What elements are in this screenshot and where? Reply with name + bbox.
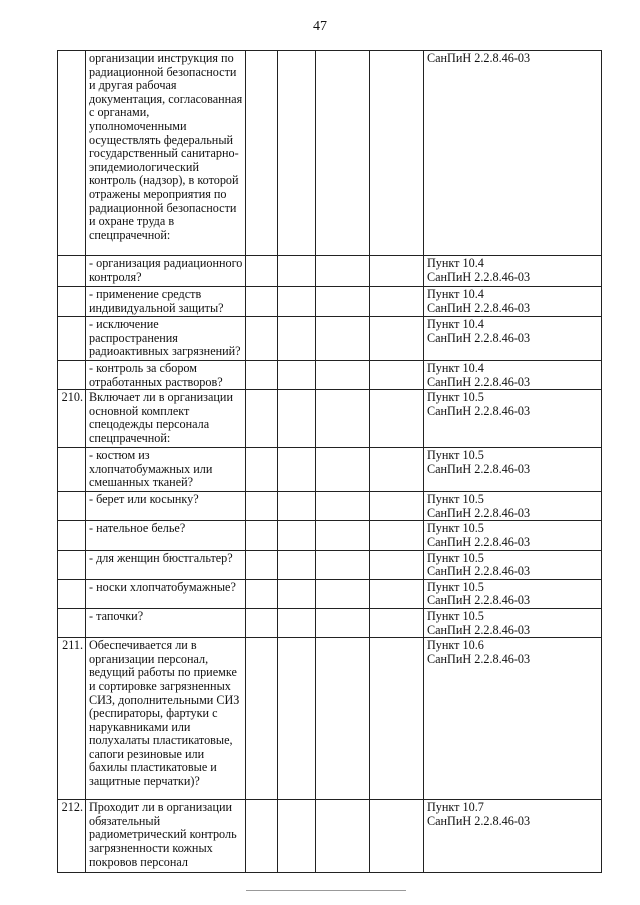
answer-cell[interactable] (316, 287, 370, 317)
reference-document: СанПиН 2.2.8.46-03 (427, 505, 531, 520)
answer-cell[interactable] (370, 287, 424, 317)
reference-clause: СанПиН 2.2.8.46-03 (427, 51, 531, 65)
reference-cell (424, 492, 602, 521)
answer-cell[interactable] (316, 800, 370, 873)
answer-cell[interactable] (278, 390, 316, 448)
answer-cell[interactable] (370, 317, 424, 361)
table-row (58, 492, 602, 521)
answer-cell[interactable] (370, 361, 424, 390)
checklist-table (57, 50, 602, 873)
reference-document: СанПиН 2.2.8.46-03 (427, 374, 531, 389)
answer-cell[interactable] (278, 51, 316, 256)
answer-cell[interactable] (316, 256, 370, 287)
row-number (58, 361, 86, 390)
answer-cell[interactable] (278, 800, 316, 873)
answer-cell[interactable] (246, 608, 278, 637)
row-number (58, 550, 86, 579)
answer-cell[interactable] (278, 448, 316, 492)
table-row (58, 256, 602, 287)
answer-cell[interactable] (316, 521, 370, 550)
reference-clause: Пункт 10.5 (427, 492, 484, 507)
answer-cell[interactable] (278, 492, 316, 521)
answer-cell[interactable] (246, 287, 278, 317)
table-row (58, 608, 602, 637)
reference-clause: Пункт 10.5 (427, 390, 484, 405)
answer-cell[interactable] (316, 492, 370, 521)
reference-clause: Пункт 10.5 (427, 521, 484, 536)
question-cell: - для женщин бюстгальтер? (86, 550, 246, 579)
table-row (58, 579, 602, 608)
answer-cell[interactable] (370, 492, 424, 521)
table-row (58, 51, 602, 256)
question-cell: - носки хлопчатобумажные? (86, 579, 246, 608)
answer-cell[interactable] (316, 579, 370, 608)
question-cell: - контроль за сбором отработанных растворов? (86, 361, 246, 390)
answer-cell[interactable] (370, 800, 424, 873)
page-number: 47 (313, 19, 327, 34)
answer-cell[interactable] (370, 448, 424, 492)
reference-cell (424, 51, 602, 256)
answer-cell[interactable] (246, 550, 278, 579)
answer-cell[interactable] (246, 492, 278, 521)
table-row (58, 317, 602, 361)
row-number: 211. (58, 638, 86, 800)
answer-cell[interactable] (278, 550, 316, 579)
question-cell: - берет или косынку? (86, 492, 246, 521)
table-row (58, 287, 602, 317)
question-cell: - тапочки? (86, 608, 246, 637)
answer-cell[interactable] (370, 51, 424, 256)
reference-clause: Пункт 10.4 (427, 256, 484, 270)
reference-clause: Пункт 10.5 (427, 550, 484, 565)
reference-document: СанПиН 2.2.8.46-03 (427, 564, 531, 579)
row-number (58, 317, 86, 361)
reference-document: СанПиН 2.2.8.46-03 (427, 813, 531, 828)
reference-cell (424, 256, 602, 287)
row-number (58, 521, 86, 550)
answer-cell[interactable] (246, 51, 278, 256)
reference-document: СанПиН 2.2.8.46-03 (427, 651, 531, 666)
table-row (58, 390, 602, 448)
row-number (58, 256, 86, 287)
reference-clause: Пункт 10.4 (427, 287, 484, 301)
reference-cell (424, 317, 602, 361)
answer-cell[interactable] (316, 608, 370, 637)
table-row (58, 448, 602, 492)
reference-clause: Пункт 10.5 (427, 608, 484, 623)
answer-cell[interactable] (246, 448, 278, 492)
reference-document: СанПиН 2.2.8.46-03 (427, 269, 531, 284)
table-row (58, 638, 602, 800)
question-cell: организации инструкция по радиационной безопасности и другая рабочая документация, согласованная с органами, уполномоченными осуществлять федеральный государственный санитарно-эпидемиологический контроль (надзор), в которой отражены мероприятия по радиационной безопасности и охране труда в спецпрачечной: (86, 51, 246, 256)
question-cell: - костюм из хлопчатобумажных или смешанных тканей? (86, 448, 246, 492)
row-number (58, 492, 86, 521)
answer-cell[interactable] (316, 550, 370, 579)
answer-cell[interactable] (370, 608, 424, 637)
reference-document: СанПиН 2.2.8.46-03 (427, 330, 531, 345)
answer-cell[interactable] (316, 638, 370, 800)
question-cell: - исключение распространения радиоактивных загрязнений? (86, 317, 246, 361)
answer-cell[interactable] (246, 579, 278, 608)
answer-cell[interactable] (278, 317, 316, 361)
answer-cell[interactable] (278, 256, 316, 287)
answer-cell[interactable] (316, 361, 370, 390)
row-number (58, 287, 86, 317)
table-row (58, 521, 602, 550)
row-number: 212. (58, 800, 86, 873)
question-cell: - организация радиационного контроля? (86, 256, 246, 287)
question-cell: - применение средств индивидуальной защиты? (86, 287, 246, 317)
row-number (58, 448, 86, 492)
table-row (58, 800, 602, 873)
answer-cell[interactable] (370, 256, 424, 287)
question-cell: Включает ли в организации основной комплект спецодежды персонала спецпрачечной: (86, 390, 246, 448)
row-number (58, 579, 86, 608)
answer-cell[interactable] (370, 521, 424, 550)
reference-cell (424, 521, 602, 550)
reference-clause: Пункт 10.5 (427, 579, 484, 594)
reference-clause: Пункт 10.7 (427, 800, 484, 815)
answer-cell[interactable] (278, 579, 316, 608)
reference-cell (424, 287, 602, 317)
answer-cell[interactable] (246, 521, 278, 550)
reference-document: СанПиН 2.2.8.46-03 (427, 593, 531, 608)
reference-cell (424, 361, 602, 390)
answer-cell[interactable] (316, 317, 370, 361)
reference-cell (424, 638, 602, 800)
answer-cell[interactable] (246, 256, 278, 287)
row-number: 210. (58, 390, 86, 448)
reference-document: СанПиН 2.2.8.46-03 (427, 461, 531, 476)
table-row (58, 361, 602, 390)
question-cell: Обеспечивается ли в организации персонал, ведущий работы по приемке и сортировке загрязненных СИЗ, дополнительными СИЗ (респираторы, фартуки с нарукавниками или полухалаты пластикатовые, сапоги резиновые или бахилы пластикатовые и защитные перчатки)? (86, 638, 246, 800)
answer-cell[interactable] (370, 550, 424, 579)
answer-cell[interactable] (370, 638, 424, 800)
reference-cell (424, 390, 602, 448)
answer-cell[interactable] (370, 390, 424, 448)
reference-cell (424, 579, 602, 608)
question-cell: - нательное белье? (86, 521, 246, 550)
answer-cell[interactable] (246, 361, 278, 390)
reference-clause: Пункт 10.6 (427, 638, 484, 653)
answer-cell[interactable] (278, 361, 316, 390)
row-number (58, 51, 86, 256)
reference-document: СанПиН 2.2.8.46-03 (427, 622, 531, 637)
answer-cell[interactable] (316, 448, 370, 492)
answer-cell[interactable] (316, 51, 370, 256)
answer-cell[interactable] (246, 638, 278, 800)
answer-cell[interactable] (278, 287, 316, 317)
row-number (58, 608, 86, 637)
answer-cell[interactable] (246, 317, 278, 361)
answer-cell[interactable] (370, 579, 424, 608)
answer-cell[interactable] (278, 608, 316, 637)
page-bottom-rule (246, 890, 406, 891)
reference-document: СанПиН 2.2.8.46-03 (427, 534, 531, 549)
table-row (58, 550, 602, 579)
reference-cell (424, 608, 602, 637)
answer-cell[interactable] (246, 390, 278, 448)
reference-clause: Пункт 10.4 (427, 361, 484, 375)
answer-cell[interactable] (316, 390, 370, 448)
question-cell: Проходит ли в организации обязательный радиометрический контроль загрязненности кожных покровов персонал (86, 800, 246, 873)
answer-cell[interactable] (278, 638, 316, 800)
reference-clause: Пункт 10.5 (427, 448, 484, 463)
reference-cell (424, 550, 602, 579)
answer-cell[interactable] (278, 521, 316, 550)
reference-document: СанПиН 2.2.8.46-03 (427, 403, 531, 418)
reference-clause: Пункт 10.4 (427, 317, 484, 331)
reference-document: СанПиН 2.2.8.46-03 (427, 300, 531, 315)
answer-cell[interactable] (246, 800, 278, 873)
reference-cell (424, 800, 602, 873)
reference-cell (424, 448, 602, 492)
